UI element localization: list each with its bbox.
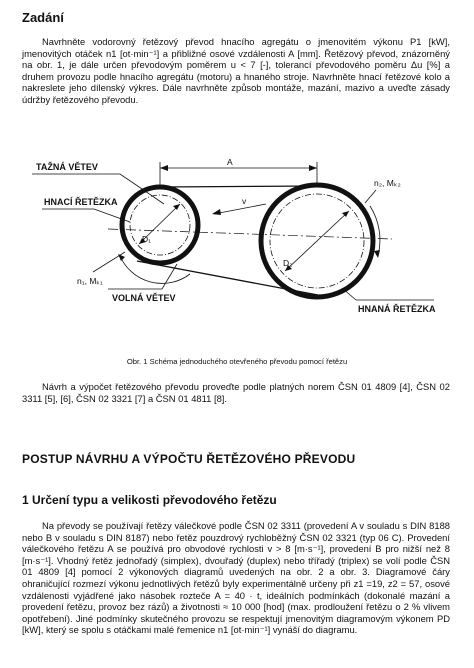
norms-text: Návrh a výpočet řetězového převodu proveďte podle platných norem ČSN 01 4809 [4], ČSN 02 3311 [5], [6], ČSN 02 3321 [7] a ČSN 01 4811 [8]. [22,381,450,404]
norms-paragraph [22,381,450,404]
driving-sprocket-label: HNACÍ ŘETĚZKA [44,197,118,207]
body-paragraph [22,520,450,636]
d1-label: D₁ [142,234,152,244]
velocity-label: v [242,196,247,206]
driving-sprocket [122,187,198,263]
tight-side-label: TAŽNÁ VĚTEV [36,162,98,172]
slack-side-label: VOLNÁ VĚTEV [112,293,176,303]
chain-drive-figure [20,146,454,356]
driven-sprocket-label: HNANÁ ŘETĚZKA [358,304,436,314]
assignment-text: Navrhněte vodorovný řetězový převod hnacího agregátu o jmenovitém výkonu P1 [kW], jmenovitých otáček n1 [ot·min⁻¹] a přibližné osové vzdálenosti A [mm]. Řetězový převod, znázorněný na obr. 1, je dále určen převodovým poměrem u < 7 [-], tolerancí převodového poměru Δu [%] a druhem provozu podle hnacího agregátu (motoru) a hnaného stroje. Navrhněte hnací řetězové kolo a nakreslete jeho dílenský výkres. Dále navrhněte způsob montáže, mazání, mazivo a uveďte zásady údržby řetězového převodu. [22,36,450,105]
body-text: Na převody se používají řetězy válečkové podle ČSN 02 3311 (provedení A v souladu s DIN 8188 nebo B v souladu s DIN 8187) nebo řetěz pouzdrový rychloběžný ČSN 02 3321 (typ 06 C). Provedení válečkového řetězu A se používá pro obvodové rychlosti v > 8 [m·s⁻¹], provedení B pro nižší než 8 [m·s⁻¹]. Vhodný řetěz jednořadý (simplex), dvouřadý (duplex) nebo třířadý (triplex) se volí podle ČSN 01 4809 [4] pomocí 2 výkonových diagramů uvedených na obr. 2 a obr. 3. Diagramové čáry ohraničující rozmezí výkonu jednotlivých řetězů byly experimentálně určeny při z1 =19, z2 = 57, osové vzdálenosti vyjádřené jako násobek rozteče A = 40 · t, ideálních podmínkách (dokonalé mazání a provedení řetězu, provoz bez rázů) a životnosti ≈ 10 000 [hod] (max. prodloužení řetězu o 2 % vlivem opotřebení). Jiné podmínky skutečného provozu se respektují jmenovitým diagramovým výkonem PD [kW], který se spolu s otáčkami malé řemenice n1 [ot·min⁻¹] vynáší do diagramu. [22,520,450,636]
n1-mk1-label: n₁, Mₖ₁ [77,276,103,286]
subsection-heading: 1 Určení typu a velikosti převodového řetězu [22,493,277,507]
driven-sprocket [261,185,373,297]
assignment-paragraph [22,36,450,106]
n2-mk2-label: n₂, Mₖ₂ [374,178,401,188]
assignment-heading: Zadání [22,10,64,25]
figure-caption: Obr. 1 Schéma jednoduchého otevřeného převodu pomocí řetězu [126,357,348,366]
d2-label: D₂ [283,258,293,268]
distance-a-label: A [227,157,233,167]
section-heading: POSTUP NÁVRHU A VÝPOČTU ŘETĚZOVÉHO PŘEVODU [22,452,356,466]
